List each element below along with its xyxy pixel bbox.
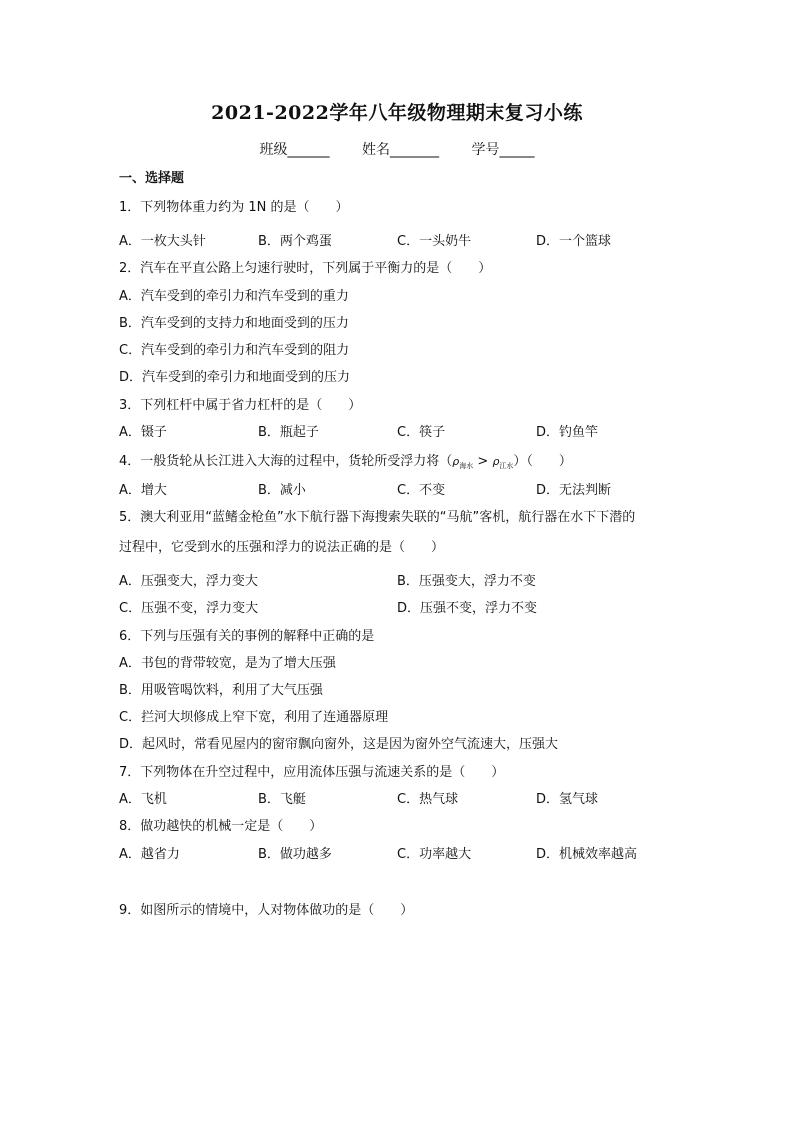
- question-2-option-a: A．汽车受到的牵引力和汽车受到的重力: [119, 289, 349, 304]
- question-8-option-c: C．功率越大: [397, 847, 472, 862]
- question-6-option-c: C．拦河大坝修成上窄下宽，利用了连通器原理: [119, 710, 389, 725]
- question-1-option-d: D．一个篮球: [536, 234, 612, 249]
- density-seawater: $\rho_{海水}$: [452, 455, 474, 471]
- question-7-stem: 7．下列物体在升空过程中，应用流体压强与流速关系的是（ ）: [119, 765, 505, 780]
- question-1-stem: 1．下列物体重力约为 1N 的是（ ）: [119, 200, 349, 215]
- section-heading: 一、选择题: [119, 171, 185, 186]
- student-id-field[interactable]: 学号_____: [471, 142, 535, 158]
- question-8-stem: 8．做功越快的机械一定是（ ）: [119, 819, 323, 834]
- question-1-option-a: A．一枚大头针: [119, 234, 206, 249]
- question-3-option-c: C．筷子: [397, 425, 446, 440]
- question-1-option-c: C．一头奶牛: [397, 234, 472, 249]
- question-4-option-a: A．增大: [119, 483, 167, 498]
- question-7-option-c: C．热气球: [397, 792, 459, 807]
- question-3-option-b: B．瓶起子: [258, 425, 319, 440]
- question-7-option-b: B．飞艇: [258, 792, 306, 807]
- question-8-option-b: B．做功越多: [258, 847, 332, 862]
- question-3-option-a: A．镊子: [119, 425, 167, 440]
- question-3-stem: 3．下列杠杆中属于省力杠杆的是（ ）: [119, 398, 362, 413]
- question-5-stem-line-2: 过程中，它受到水的压强和浮力的说法正确的是（ ）: [119, 540, 445, 555]
- greater-than-sign: >: [473, 454, 493, 469]
- question-3-option-d: D．钓鱼竿: [536, 425, 599, 440]
- question-5-option-a: A．压强变大，浮力变大: [119, 574, 258, 589]
- question-9-stem: 9．如图所示的情境中，人对物体做功的是（ ）: [119, 903, 414, 918]
- question-6-option-d: D．起风时，常看见屋内的窗帘飘向窗外，这是因为窗外空气流速大，压强大: [119, 737, 559, 752]
- question-2-option-b: B．汽车受到的支持力和地面受到的压力: [119, 316, 349, 331]
- question-6-stem: 6．下列与压强有关的事例的解释中正确的是: [119, 629, 375, 644]
- question-6-option-a: A．书包的背带较宽，是为了增大压强: [119, 656, 336, 671]
- question-5-option-d: D．压强不变，浮力不变: [397, 601, 538, 616]
- page-title: 2021-2022学年八年级物理期末复习小练: [211, 102, 583, 124]
- question-2-stem: 2．汽车在平直公路上匀速行驶时，下列属于平衡力的是（ ）: [119, 261, 492, 276]
- question-4-stem-start: 4．一般货轮从长江进入大海的过程中，货轮所受浮力将（: [119, 454, 453, 469]
- question-4-stem: [119, 453, 572, 475]
- density-river-water: $\rho_{江水}$: [492, 455, 514, 471]
- question-2-option-d: D．汽车受到的牵引力和地面受到的压力: [119, 370, 351, 385]
- question-4-option-d: D．无法判断: [536, 483, 612, 498]
- question-2-option-c: C．汽车受到的牵引力和汽车受到的阻力: [119, 343, 350, 358]
- question-7-option-d: D．氢气球: [536, 792, 599, 807]
- question-6-option-b: B．用吸管喝饮料，利用了大气压强: [119, 683, 323, 698]
- question-4-stem-end: ）（ ）: [513, 454, 572, 469]
- question-4-option-c: C．不变: [397, 483, 446, 498]
- question-5-stem-line-1: 5．澳大利亚用“蓝鳍金枪鱼”水下航行器下海搜索失联的“马航”客机，航行器在水下下潜的: [119, 510, 636, 525]
- question-8-option-d: D．机械效率越高: [536, 847, 638, 862]
- question-4-option-b: B．减小: [258, 483, 306, 498]
- question-7-option-a: A．飞机: [119, 792, 167, 807]
- name-field[interactable]: 姓名_______: [362, 142, 439, 158]
- class-field[interactable]: 班级______: [259, 142, 330, 158]
- question-8-option-a: A．越省力: [119, 847, 180, 862]
- question-5-option-b: B．压强变大，浮力不变: [397, 574, 536, 589]
- student-info: [0, 139, 794, 159]
- question-5-option-c: C．压强不变，浮力变大: [119, 601, 259, 616]
- question-1-option-b: B．两个鸡蛋: [258, 234, 332, 249]
